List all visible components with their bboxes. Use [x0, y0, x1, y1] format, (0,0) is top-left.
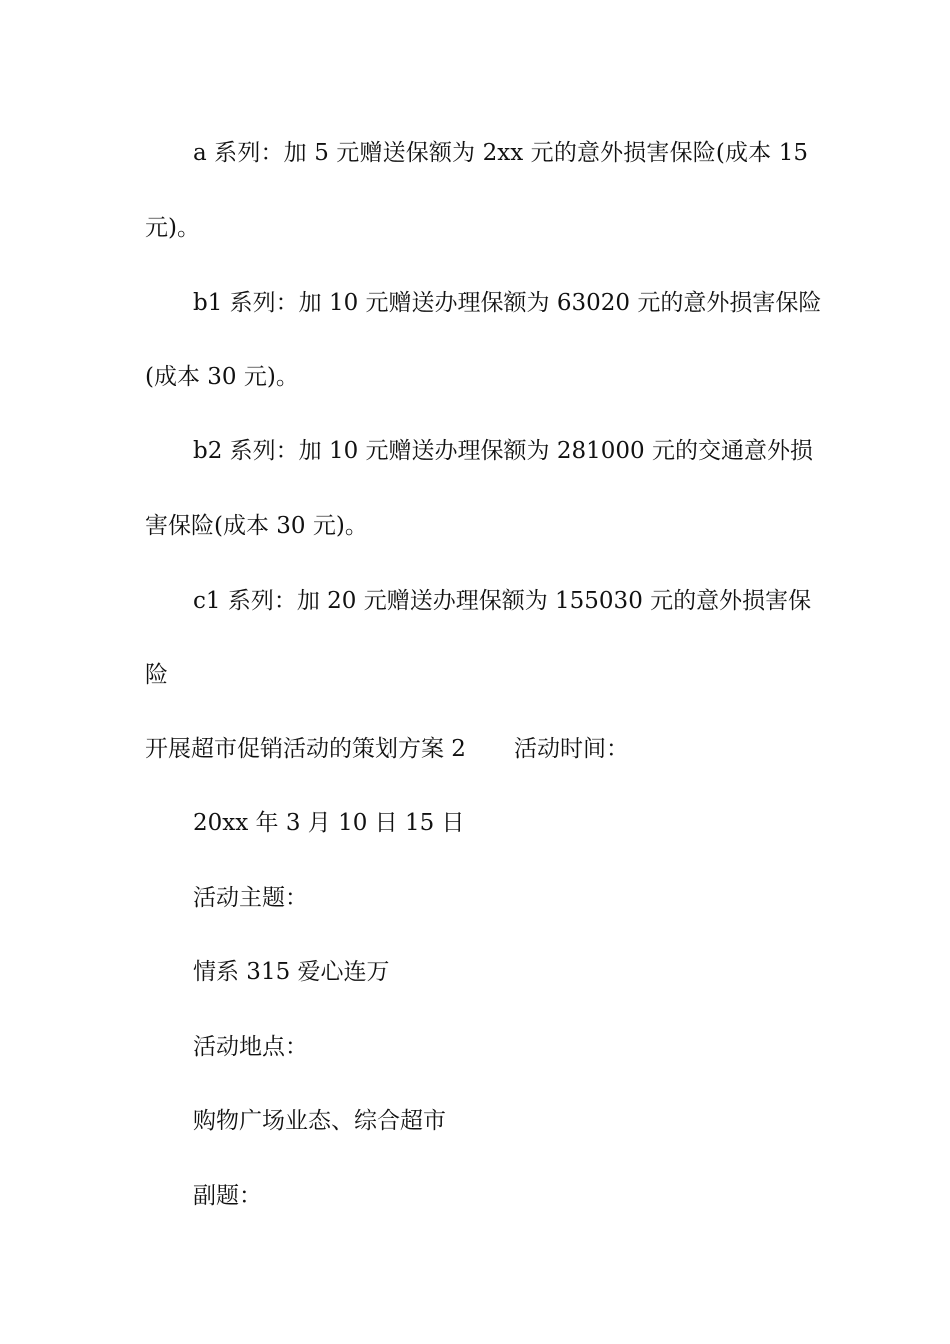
paragraph-c1-series-line-2: 险: [145, 662, 168, 688]
activity-theme-label: 活动主题：: [193, 885, 308, 911]
section-heading: 开展超市促销活动的策划方案 2: [145, 736, 466, 762]
paragraph-c1-series-line-1: c1 系列：加 20 元赠送办理保额为 155030 元的意外损害保: [193, 588, 812, 614]
subtitle-label: 副题：: [193, 1183, 262, 1209]
activity-time-value: 20xx 年 3 月 10 日 15 日: [193, 810, 465, 836]
activity-time-label: 活动时间：: [513, 736, 629, 762]
paragraph-a-series-line-2: 元)。: [145, 215, 200, 241]
activity-location-label: 活动地点：: [193, 1034, 308, 1060]
paragraph-a-series-line-1: a 系列：加 5 元赠送保额为 2xx 元的意外损害保险(成本 15: [193, 140, 808, 166]
paragraph-b2-series-line-2: 害保险(成本 30 元)。: [145, 513, 368, 539]
paragraph-b1-series-line-1: b1 系列：加 10 元赠送办理保额为 63020 元的意外损害保险: [193, 290, 822, 316]
section-heading-row: [145, 734, 629, 764]
paragraph-b2-series-line-1: b2 系列：加 10 元赠送办理保额为 281000 元的交通意外损: [193, 438, 813, 464]
activity-theme-value: 情系 315 爱心连万: [193, 959, 390, 985]
paragraph-b1-series-line-2: (成本 30 元)。: [145, 364, 299, 390]
activity-location-value: 购物广场业态、综合超市: [193, 1108, 446, 1134]
